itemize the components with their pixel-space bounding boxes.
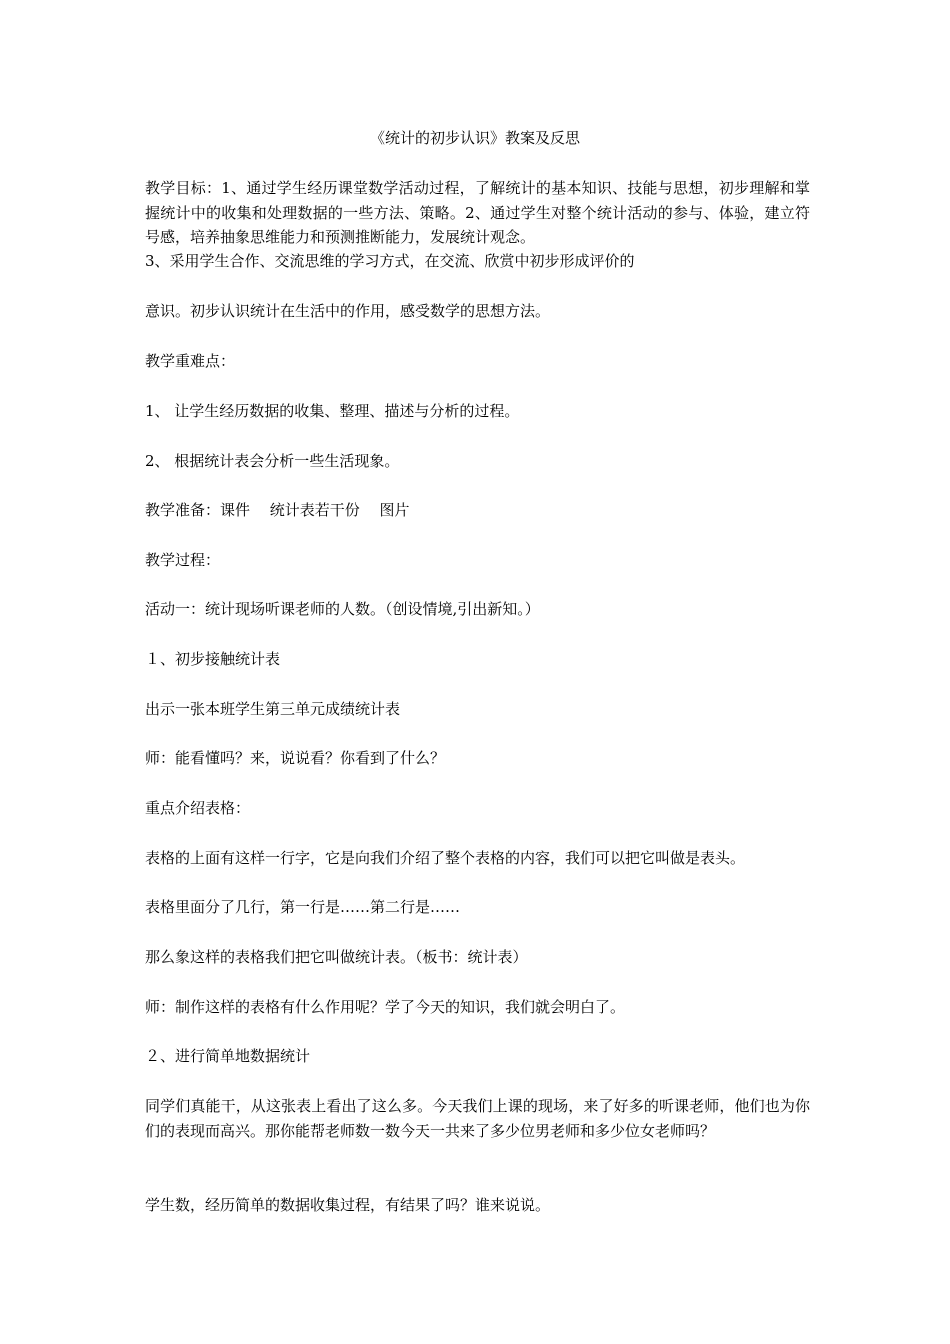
paragraph-teaching-goals: 教学目标：1、通过学生经历课堂数学活动过程，了解统计的基本知识、技能与思想，初步理解和掌握统计中的收集和处理数据的一些方法、策略。2、通过学生对整个统计活动的参与、体验，建立符号感，培养抽象思维能力和预测推断能力，发展统计观念。	[145, 179, 810, 246]
paragraph-show-table: 出示一张本班学生第三单元成绩统计表	[145, 700, 401, 718]
paragraph-table-purpose: 师：制作这样的表格有什么作用呢？学了今天的知识，我们就会明白了。	[145, 998, 626, 1016]
paragraph-preparation: 教学准备：课件 统计表若干份 图片	[145, 501, 410, 519]
paragraph-students-count: 学生数，经历简单的数据收集过程，有结果了吗？谁来说说。	[145, 1196, 551, 1214]
paragraph-table-header: 表格的上面有这样一行字，它是向我们介绍了整个表格的内容，我们可以把它叫做是表头。	[145, 849, 746, 867]
paragraph-key-point-2: 2、 根据统计表会分析一些生活现象。	[145, 452, 400, 470]
paragraph-statistical-table: 那么象这样的表格我们把它叫做统计表。（板书：统计表）	[145, 948, 528, 966]
paragraph-introduce-table: 重点介绍表格：	[145, 799, 251, 817]
paragraph-step-1: １、初步接触统计表	[145, 650, 281, 668]
paragraph-goal-3: 3、采用学生合作、交流思维的学习方式，在交流、欣赏中初步形成评价的	[145, 252, 635, 270]
paragraph-count-teachers: 同学们真能干，从这张表上看出了这么多。今天我们上课的现场，来了好多的听课老师，他们也为你们的表现而高兴。那你能帮老师数一数今天一共来了多少位男老师和多少位女老师吗？	[145, 1097, 810, 1140]
paragraph-key-point-1: 1、 让学生经历数据的收集、整理、描述与分析的过程。	[145, 402, 520, 420]
paragraph-teacher-question: 师：能看懂吗？来，说说看？你看到了什么？	[145, 749, 446, 767]
paragraph-activity-1: 活动一：统计现场听课老师的人数。（创设情境,引出新知。）	[145, 600, 540, 618]
paragraph-awareness: 意识。初步认识统计在生活中的作用，感受数学的思想方法。	[145, 302, 551, 320]
paragraph-process-heading: 教学过程：	[145, 551, 221, 569]
paragraph-key-points-heading: 教学重难点：	[145, 352, 236, 370]
paragraph-table-rows: 表格里面分了几行，第一行是……第二行是……	[145, 898, 461, 916]
document-title: 《统计的初步认识》教案及反思	[369, 129, 580, 147]
paragraph-step-2: ２、进行简单地数据统计	[145, 1047, 311, 1065]
